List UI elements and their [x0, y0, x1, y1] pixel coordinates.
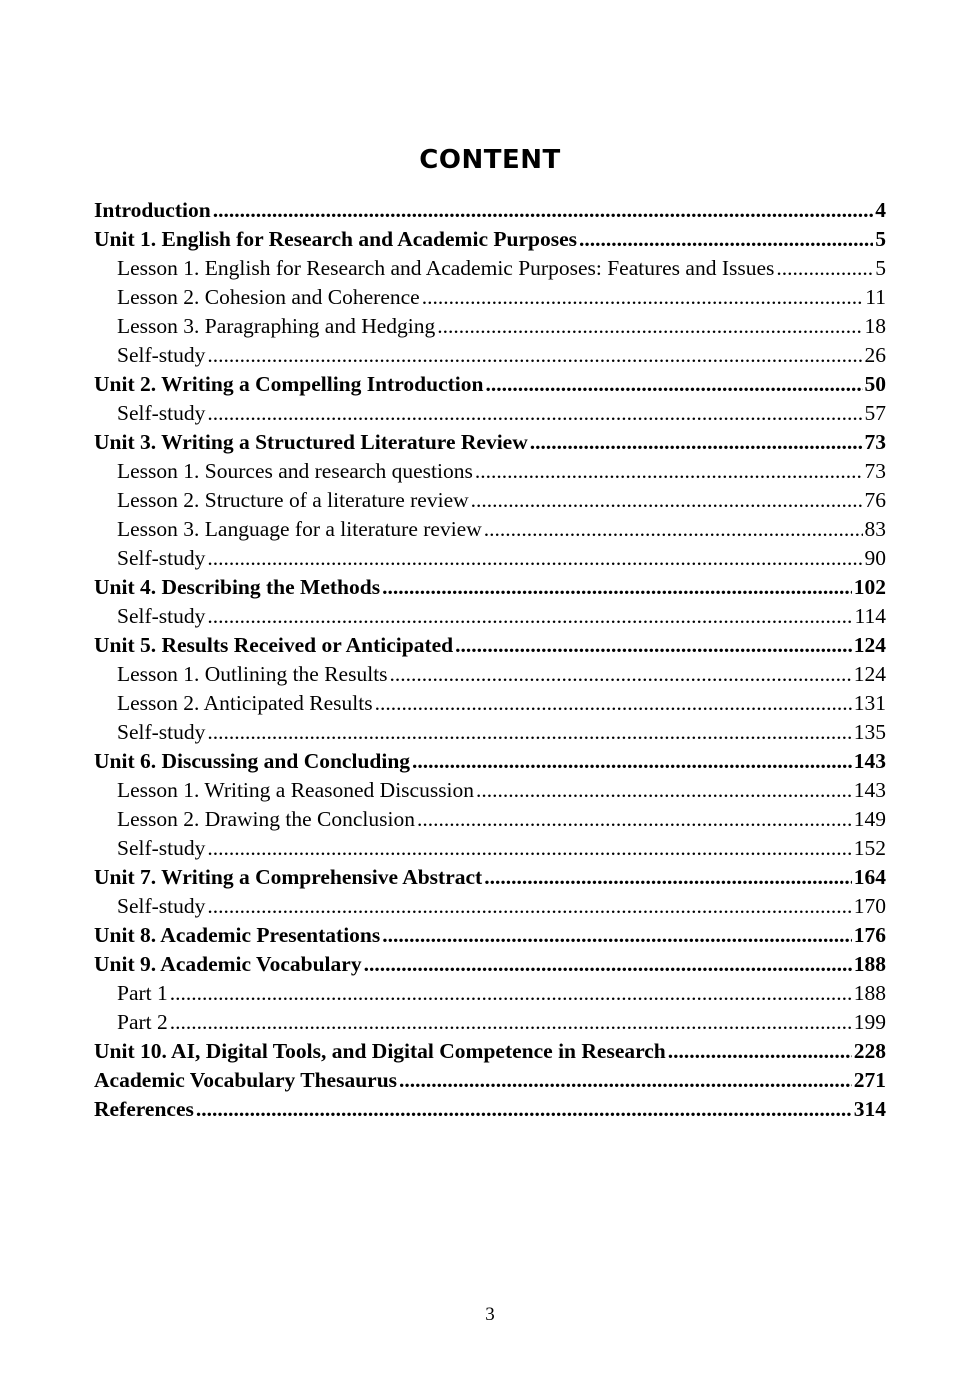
toc-entry-page: 271	[853, 1068, 886, 1092]
toc-lesson-entry[interactable]	[94, 254, 886, 283]
toc-lesson-entry[interactable]	[94, 283, 886, 312]
toc-unit-entry[interactable]	[94, 950, 886, 979]
toc-unit-entry[interactable]	[94, 1037, 886, 1066]
toc-unit-entry[interactable]	[94, 747, 886, 776]
toc-entry-page: 164	[853, 865, 886, 889]
dot-leader	[437, 312, 862, 341]
dot-leader	[207, 341, 862, 370]
toc-unit-entry[interactable]	[94, 573, 886, 602]
toc-entry-label: Lesson 1. Writing a Reasoned Discussion	[117, 778, 475, 802]
toc-lesson-entry[interactable]	[94, 718, 886, 747]
toc-unit-entry[interactable]	[94, 863, 886, 892]
dot-leader	[776, 254, 873, 283]
toc-entry-page: 143	[853, 749, 886, 773]
dot-leader	[485, 370, 862, 399]
toc-entry-label: Lesson 2. Anticipated Results	[117, 691, 373, 715]
dot-leader	[579, 225, 873, 254]
toc-entry-label: Self-study	[117, 720, 206, 744]
toc-entry-page: 5	[875, 227, 886, 251]
toc-entry-page: 143	[853, 778, 886, 802]
dot-leader	[422, 283, 864, 312]
dot-leader	[196, 1095, 852, 1124]
toc-unit-entry[interactable]	[94, 196, 886, 225]
toc-lesson-entry[interactable]	[94, 892, 886, 921]
dot-leader	[455, 631, 852, 660]
toc-entry-label: Lesson 3. Paragraphing and Hedging	[117, 314, 436, 338]
toc-lesson-entry[interactable]	[94, 689, 886, 718]
toc-entry-page: 83	[864, 517, 886, 541]
toc-unit-entry[interactable]	[94, 1066, 886, 1095]
toc-entry-page: 131	[853, 691, 886, 715]
toc-entry-label: Lesson 2. Structure of a literature review	[117, 488, 469, 512]
dot-leader	[364, 950, 852, 979]
toc-entry-label: Lesson 1. English for Research and Academic Purposes: Features and Issues	[117, 256, 775, 280]
toc-entry-label: Unit 8. Academic Presentations	[94, 923, 381, 947]
toc-entry-label: Unit 10. AI, Digital Tools, and Digital Competence in Research	[94, 1039, 666, 1063]
toc-entry-page: 188	[853, 952, 886, 976]
toc-lesson-entry[interactable]	[94, 486, 886, 515]
toc-entry-page: 149	[853, 807, 886, 831]
toc-entry-label: Unit 9. Academic Vocabulary	[94, 952, 362, 976]
toc-entry-label: Unit 4. Describing the Methods	[94, 575, 381, 599]
dot-leader	[207, 544, 862, 573]
toc-entry-label: Unit 5. Results Received or Anticipated	[94, 633, 454, 657]
toc-lesson-entry[interactable]	[94, 1008, 886, 1037]
toc-entry-label: Lesson 2. Cohesion and Coherence	[117, 285, 420, 309]
toc-entry-label: Part 2	[117, 1010, 168, 1034]
toc-entry-page: 135	[853, 720, 886, 744]
toc-entry-label: References	[94, 1097, 194, 1121]
toc-entry-label: Lesson 3. Language for a literature review	[117, 517, 482, 541]
dot-leader	[668, 1037, 852, 1066]
table-of-contents	[94, 196, 886, 1124]
toc-unit-entry[interactable]	[94, 1095, 886, 1124]
toc-entry-label: Introduction	[94, 198, 211, 222]
toc-entry-page: 228	[853, 1039, 886, 1063]
dot-leader	[484, 863, 852, 892]
dot-leader	[530, 428, 863, 457]
toc-entry-label: Unit 7. Writing a Comprehensive Abstract	[94, 865, 483, 889]
toc-entry-page: 5	[875, 256, 886, 280]
toc-lesson-entry[interactable]	[94, 544, 886, 573]
toc-unit-entry[interactable]	[94, 428, 886, 457]
dot-leader	[170, 1008, 852, 1037]
toc-entry-page: 114	[854, 604, 886, 628]
dot-leader	[170, 979, 852, 1008]
toc-entry-page: 170	[853, 894, 886, 918]
toc-entry-page: 102	[853, 575, 886, 599]
dot-leader	[207, 718, 851, 747]
page-number: 3	[485, 1304, 495, 1325]
toc-entry-page: 73	[864, 459, 886, 483]
toc-entry-label: Self-study	[117, 343, 206, 367]
dot-leader	[412, 747, 852, 776]
dot-leader	[417, 805, 852, 834]
toc-entry-page: 57	[864, 401, 886, 425]
dot-leader	[207, 892, 851, 921]
page-title: CONTENT	[419, 145, 561, 175]
toc-entry-label: Unit 6. Discussing and Concluding	[94, 749, 411, 773]
toc-lesson-entry[interactable]	[94, 399, 886, 428]
toc-entry-label: Self-study	[117, 604, 206, 628]
toc-entry-page: 176	[853, 923, 886, 947]
toc-lesson-entry[interactable]	[94, 834, 886, 863]
dot-leader	[207, 602, 852, 631]
toc-entry-label: Unit 3. Writing a Structured Literature Review	[94, 430, 528, 454]
toc-entry-label: Unit 1. English for Research and Academic Purposes	[94, 227, 577, 251]
toc-lesson-entry[interactable]	[94, 979, 886, 1008]
dot-leader	[399, 1066, 852, 1095]
dot-leader	[390, 660, 852, 689]
toc-lesson-entry[interactable]	[94, 312, 886, 341]
toc-lesson-entry[interactable]	[94, 341, 886, 370]
toc-lesson-entry[interactable]	[94, 457, 886, 486]
dot-leader	[213, 196, 874, 225]
toc-unit-entry[interactable]	[94, 631, 886, 660]
toc-entry-label: Academic Vocabulary Thesaurus	[94, 1068, 398, 1092]
toc-entry-page: 199	[853, 1010, 886, 1034]
toc-entry-page: 90	[864, 546, 886, 570]
toc-entry-page: 76	[864, 488, 886, 512]
toc-entry-page: 314	[853, 1097, 886, 1121]
toc-entry-label: Lesson 2. Drawing the Conclusion	[117, 807, 415, 831]
dot-leader	[382, 921, 852, 950]
toc-entry-page: 152	[853, 836, 886, 860]
dot-leader	[382, 573, 852, 602]
toc-entry-label: Unit 2. Writing a Compelling Introduction	[94, 372, 484, 396]
toc-entry-page: 50	[864, 372, 886, 396]
toc-entry-label: Lesson 1. Outlining the Results	[117, 662, 388, 686]
dot-leader	[375, 689, 852, 718]
toc-entry-page: 188	[853, 981, 886, 1005]
toc-lesson-entry[interactable]	[94, 660, 886, 689]
dot-leader	[484, 515, 863, 544]
dot-leader	[207, 834, 851, 863]
toc-entry-page: 73	[864, 430, 886, 454]
toc-entry-page: 124	[853, 633, 886, 657]
toc-entry-page: 18	[864, 314, 886, 338]
dot-leader	[476, 776, 852, 805]
dot-leader	[207, 399, 862, 428]
toc-entry-label: Self-study	[117, 894, 206, 918]
toc-entry-page: 4	[875, 198, 886, 222]
toc-entry-page: 26	[864, 343, 886, 367]
toc-unit-entry[interactable]	[94, 370, 886, 399]
toc-entry-label: Lesson 1. Sources and research questions	[117, 459, 473, 483]
toc-lesson-entry[interactable]	[94, 515, 886, 544]
toc-unit-entry[interactable]	[94, 921, 886, 950]
dot-leader	[471, 486, 863, 515]
toc-entry-label: Part 1	[117, 981, 168, 1005]
toc-entry-label: Self-study	[117, 546, 206, 570]
dot-leader	[475, 457, 863, 486]
toc-entry-label: Self-study	[117, 836, 206, 860]
toc-lesson-entry[interactable]	[94, 776, 886, 805]
toc-entry-page: 11	[865, 285, 886, 309]
toc-lesson-entry[interactable]	[94, 602, 886, 631]
toc-lesson-entry[interactable]	[94, 805, 886, 834]
toc-entry-page: 124	[853, 662, 886, 686]
toc-unit-entry[interactable]	[94, 225, 886, 254]
toc-entry-label: Self-study	[117, 401, 206, 425]
